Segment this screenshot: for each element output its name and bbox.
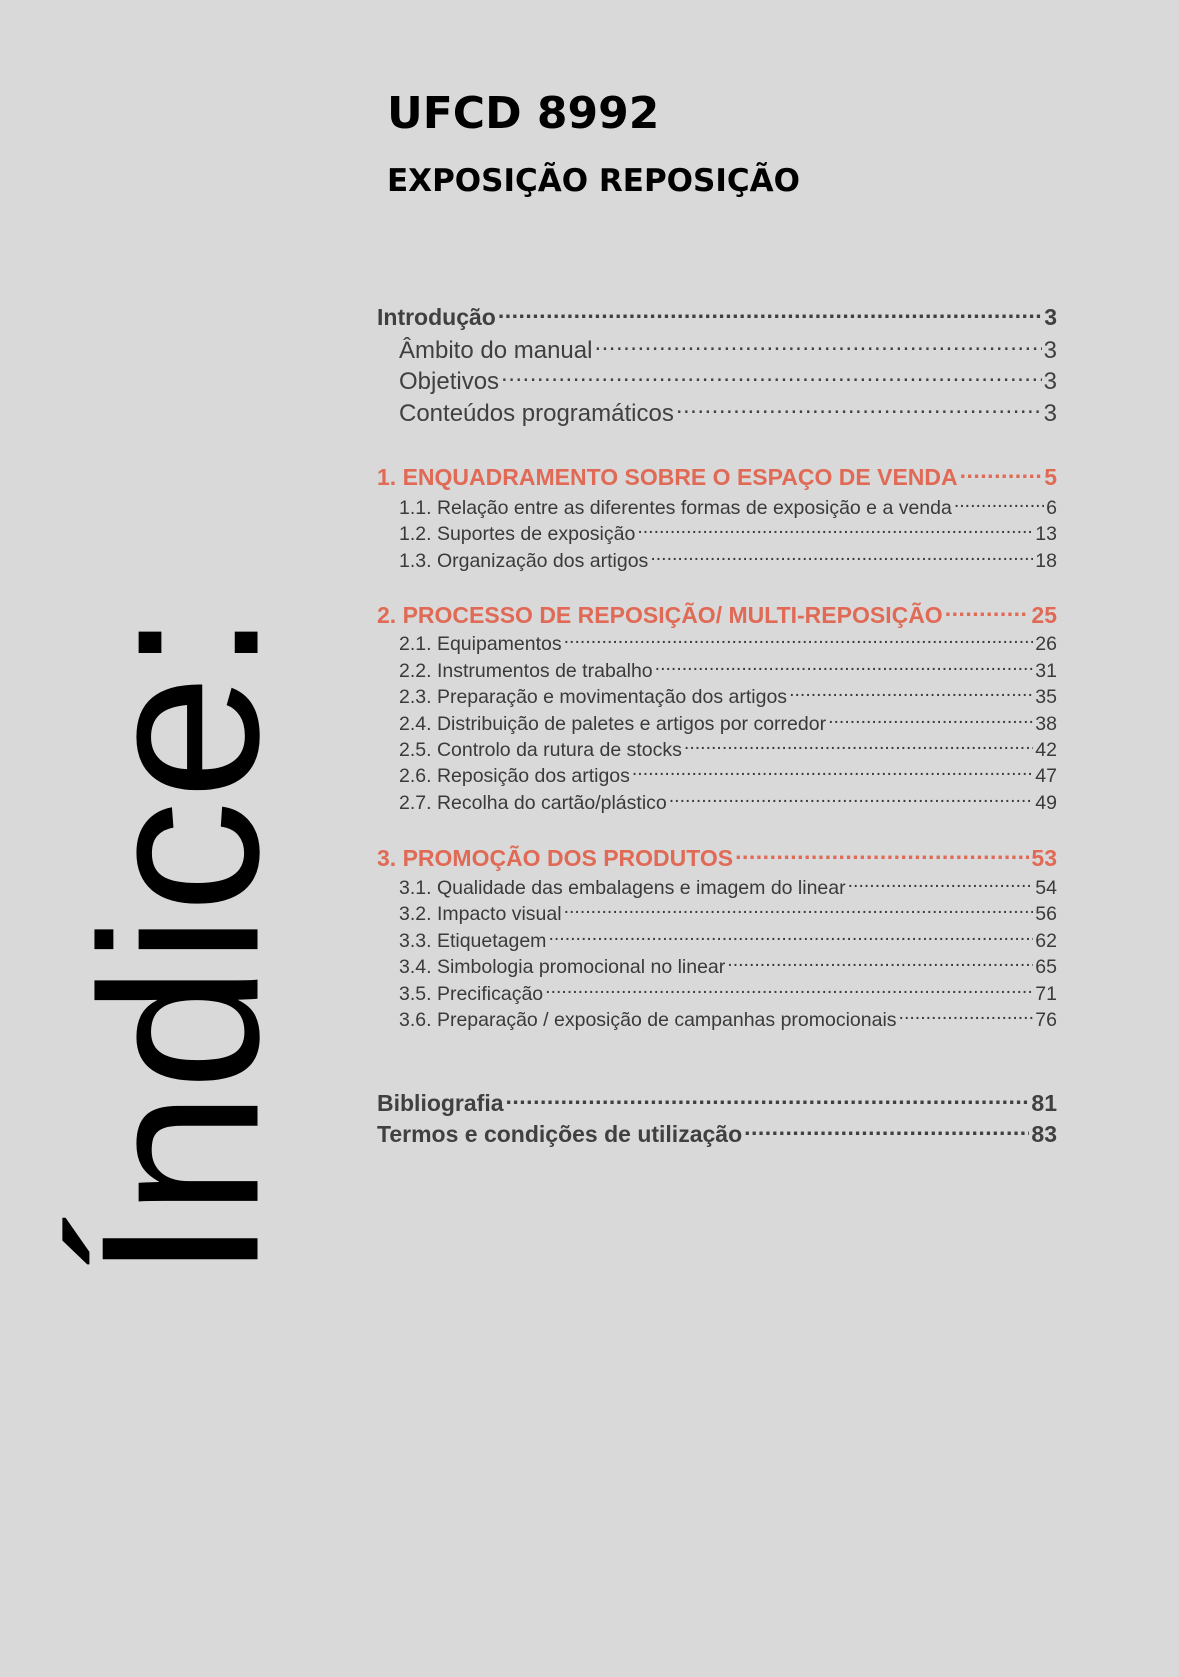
toc-leader-dots bbox=[637, 520, 1033, 540]
toc-entry-page: 6 bbox=[1046, 496, 1057, 519]
toc-leader-dots bbox=[594, 334, 1041, 358]
toc-leader-dots bbox=[669, 789, 1034, 809]
toc-leader-dots bbox=[676, 397, 1042, 421]
toc-entry-label: 2.1. Equipamentos bbox=[399, 632, 562, 655]
toc-entry-page: 18 bbox=[1035, 549, 1057, 572]
toc-entry[interactable] bbox=[399, 789, 1057, 815]
toc-entry-page: 81 bbox=[1031, 1090, 1057, 1116]
toc-entry-page: 56 bbox=[1035, 902, 1057, 925]
toc-entry-label: Conteúdos programáticos bbox=[399, 400, 674, 427]
toc-entry-label: 3.6. Preparação / exposição de campanhas promocionais bbox=[399, 1008, 897, 1031]
toc-entry-label: 2.4. Distribuição de paletes e artigos por corredor bbox=[399, 712, 827, 735]
toc-leader-dots bbox=[727, 953, 1033, 973]
toc-entry-page: 54 bbox=[1035, 876, 1057, 899]
toc-leader-dots bbox=[899, 1006, 1034, 1026]
toc-entry-page: 3 bbox=[1043, 368, 1057, 395]
toc-entry[interactable] bbox=[399, 953, 1057, 979]
toc-entry-label: Âmbito do manual bbox=[399, 337, 593, 364]
toc-entry-page: 26 bbox=[1035, 632, 1057, 655]
toc-entry-page: 31 bbox=[1035, 659, 1057, 682]
toc-leader-dots bbox=[744, 1119, 1029, 1142]
toc-entry-label: 3.2. Impacto visual bbox=[399, 902, 562, 925]
toc-entry-label: Termos e condições de utilização bbox=[377, 1121, 743, 1147]
toc-leader-dots bbox=[684, 736, 1033, 756]
toc-chapter-3[interactable] bbox=[377, 843, 1057, 872]
toc-entry[interactable] bbox=[399, 397, 1057, 428]
toc-entry[interactable] bbox=[399, 520, 1057, 546]
toc-leader-dots bbox=[828, 710, 1033, 730]
toc-entry-page: 76 bbox=[1035, 1008, 1057, 1031]
toc-entry-label: 1.1. Relação entre as diferentes formas de exposição e a venda bbox=[399, 496, 952, 519]
toc-entry-page: 65 bbox=[1035, 955, 1057, 978]
toc-entry-page: 49 bbox=[1035, 791, 1057, 814]
toc-entry-bibliografia[interactable] bbox=[377, 1088, 1057, 1117]
toc-entry[interactable] bbox=[399, 365, 1057, 396]
toc-entry-page: 47 bbox=[1035, 764, 1057, 787]
toc-entry-page: 35 bbox=[1035, 685, 1057, 708]
toc-chapter-1[interactable] bbox=[377, 462, 1057, 491]
toc-leader-dots bbox=[564, 900, 1034, 920]
toc-leader-dots bbox=[548, 927, 1033, 947]
course-code: UFCD 8992 bbox=[387, 88, 660, 139]
toc-chapter-label: 1. ENQUADRAMENTO SOBRE O ESPAÇO DE VENDA bbox=[377, 464, 958, 490]
toc-entry[interactable] bbox=[399, 710, 1057, 736]
toc-entry-label: Introdução bbox=[377, 304, 496, 330]
toc-entry[interactable] bbox=[399, 334, 1057, 365]
document-header bbox=[387, 88, 800, 199]
toc-leader-dots bbox=[954, 494, 1044, 514]
toc-entry-label: Bibliografia bbox=[377, 1090, 504, 1116]
toc-entry-label: 2.5. Controlo da rutura de stocks bbox=[399, 738, 682, 761]
toc-leader-dots bbox=[632, 762, 1033, 782]
toc-entry-label: 3.5. Precificação bbox=[399, 982, 544, 1005]
toc-entry[interactable] bbox=[399, 1006, 1057, 1032]
course-name: EXPOSIÇÃO REPOSIÇÃO bbox=[387, 163, 800, 199]
toc-leader-dots bbox=[498, 302, 1042, 325]
toc-leader-dots bbox=[564, 630, 1034, 650]
toc-leader-dots bbox=[501, 365, 1042, 389]
toc-leader-dots bbox=[789, 683, 1033, 703]
toc-chapter-2[interactable] bbox=[377, 600, 1057, 629]
toc-entry-introducao[interactable] bbox=[377, 302, 1057, 331]
toc-entry-label: 1.2. Suportes de exposição bbox=[399, 522, 636, 545]
toc-chapter-page: 53 bbox=[1031, 845, 1057, 871]
toc-entry[interactable] bbox=[399, 630, 1057, 656]
toc-leader-dots bbox=[735, 843, 1029, 866]
toc-leader-dots bbox=[848, 874, 1034, 894]
toc-entry-page: 71 bbox=[1035, 982, 1057, 1005]
toc-entry-termos[interactable] bbox=[377, 1119, 1057, 1148]
toc-entry[interactable] bbox=[399, 657, 1057, 683]
toc-leader-dots bbox=[960, 462, 1043, 485]
toc-entry[interactable] bbox=[399, 547, 1057, 573]
toc-leader-dots bbox=[506, 1088, 1030, 1111]
toc-entry-page: 3 bbox=[1044, 304, 1057, 330]
toc-entry-label: 2.7. Recolha do cartão/plástico bbox=[399, 791, 667, 814]
toc-entry[interactable] bbox=[399, 494, 1057, 520]
toc-entry-label: 3.4. Simbologia promocional no linear bbox=[399, 955, 726, 978]
toc-entry-page: 13 bbox=[1035, 522, 1057, 545]
toc-leader-dots bbox=[655, 657, 1034, 677]
toc-leader-dots bbox=[545, 980, 1033, 1000]
toc-entry[interactable] bbox=[399, 683, 1057, 709]
toc-entry-label: 2.2. Instrumentos de trabalho bbox=[399, 659, 653, 682]
toc-chapter-label: 3. PROMOÇÃO DOS PRODUTOS bbox=[377, 845, 734, 871]
toc-leader-dots bbox=[945, 600, 1030, 623]
toc-entry-label: Objetivos bbox=[399, 368, 500, 395]
toc-entry-page: 42 bbox=[1035, 738, 1057, 761]
toc-chapter-page: 25 bbox=[1031, 602, 1057, 628]
toc-entry-label: 1.3. Organização dos artigos bbox=[399, 549, 649, 572]
toc-chapter-page: 5 bbox=[1044, 464, 1057, 490]
index-side-title: Índice: bbox=[53, 610, 306, 1280]
toc-entry[interactable] bbox=[399, 980, 1057, 1006]
toc-entry-label: 2.6. Reposição dos artigos bbox=[399, 764, 630, 787]
toc-entry[interactable] bbox=[399, 874, 1057, 900]
toc-chapter-label: 2. PROCESSO DE REPOSIÇÃO/ MULTI-REPOSIÇÃO bbox=[377, 602, 943, 628]
toc-entry-label: 2.3. Preparação e movimentação dos artigos bbox=[399, 685, 788, 708]
toc-entry-page: 3 bbox=[1043, 337, 1057, 364]
toc-entry-page: 62 bbox=[1035, 929, 1057, 952]
toc-entry-label: 3.1. Qualidade das embalagens e imagem do linear bbox=[399, 876, 846, 899]
toc-entry-page: 83 bbox=[1031, 1121, 1057, 1147]
toc-entry-page: 38 bbox=[1035, 712, 1057, 735]
toc-leader-dots bbox=[650, 547, 1033, 567]
toc-entry[interactable] bbox=[399, 900, 1057, 926]
toc-entry[interactable] bbox=[399, 927, 1057, 953]
toc-entry-label: 3.3. Etiquetagem bbox=[399, 929, 547, 952]
toc-entry[interactable] bbox=[399, 762, 1057, 788]
toc-entry-page: 3 bbox=[1043, 400, 1057, 427]
toc-entry[interactable] bbox=[399, 736, 1057, 762]
